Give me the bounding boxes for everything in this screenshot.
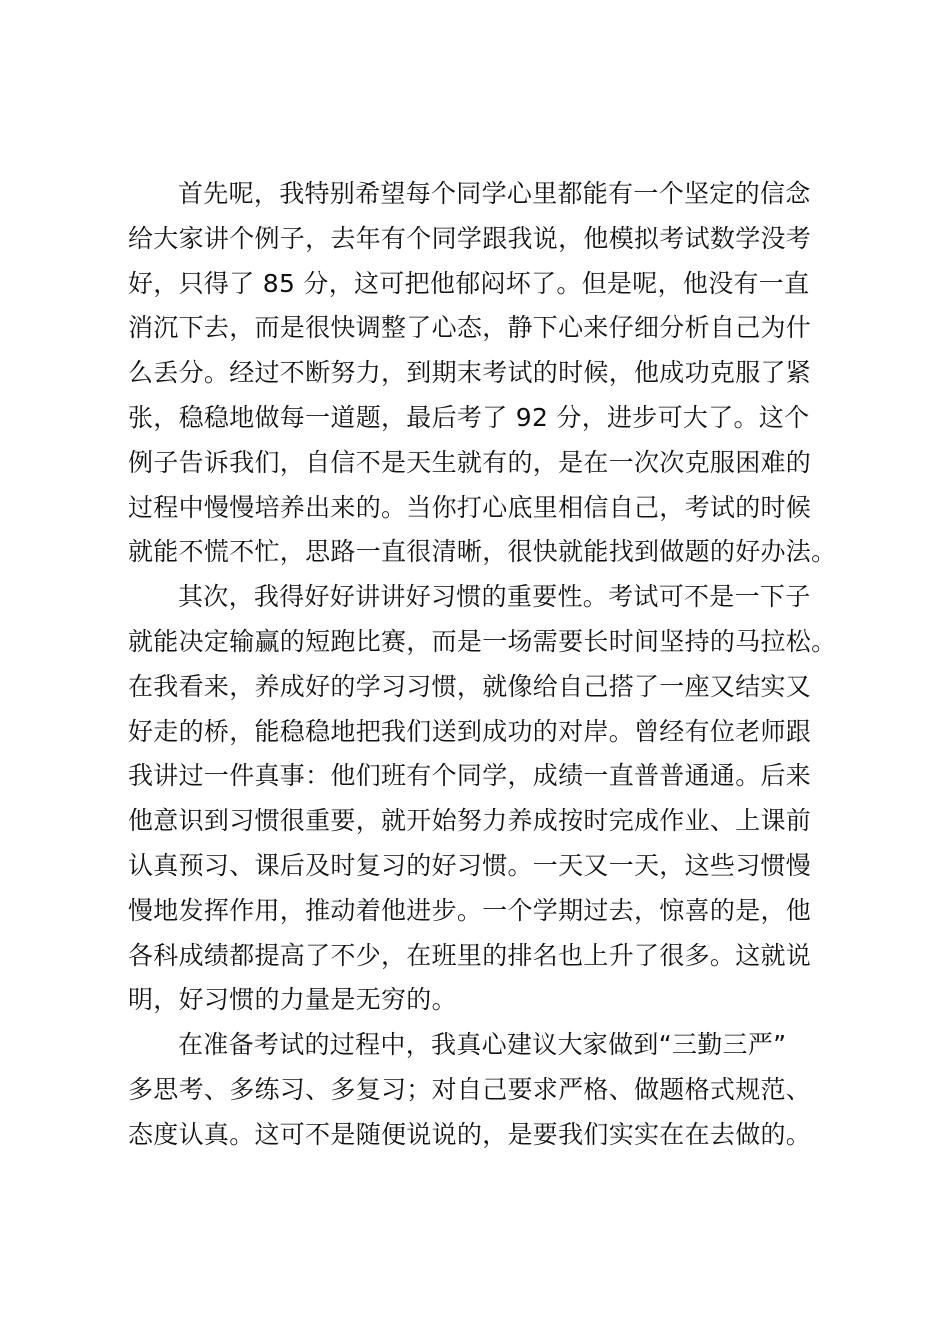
paragraph-line: 我讲过一件真事：他们班有个同学，成绩一直普普通通。后来 [128, 761, 812, 791]
paragraph-line: 就能决定输赢的短跑比赛，而是一场需要长时间坚持的马拉松。 [128, 626, 837, 656]
paragraph-line: 在我看来，养成好的学习习惯，就像给自己搭了一座又结实又 [128, 671, 812, 701]
paragraph-line: 例子告诉我们，自信不是天生就有的，是在一次次克服困难的 [128, 447, 812, 477]
body-text [128, 172, 848, 1158]
paragraph-line: 给大家讲个例子，去年有个同学跟我说，他模拟考试数学没考 [128, 223, 812, 253]
paragraph-line: 在准备考试的过程中，我真心建议大家做到“三勤三严” [178, 1030, 787, 1060]
paragraph-line: 张，稳稳地做每一道题，最后考了 92 分，进步可大了。这个 [128, 402, 810, 432]
paragraph-line: 多思考、多练习、多复习；对自己要求严格、做题格式规范、 [128, 1074, 812, 1104]
paragraph-line: 认真预习、课后及时复习的好习惯。一天又一天，这些习惯慢 [128, 850, 812, 880]
paragraph-line: 明，好习惯的力量是无穷的。 [128, 985, 457, 1015]
paragraph-line: 过程中慢慢培养出来的。当你打心底里相信自己，考试的时候 [128, 492, 812, 522]
paragraph-line: 慢地发挥作用，推动着他进步。一个学期过去，惊喜的是，他 [128, 895, 812, 925]
paragraph-line: 各科成绩都提高了不少，在班里的排名也上升了很多。这就说 [128, 940, 812, 970]
paragraph-line: 好，只得了 85 分，这可把他郁闷坏了。但是呢，他没有一直 [128, 268, 810, 298]
paragraph-line: 首先呢，我特别希望每个同学心里都能有一个坚定的信念 [178, 179, 811, 208]
paragraph-line: 好走的桥，能稳稳地把我们送到成功的对岸。曾经有位老师跟 [128, 716, 812, 746]
paragraph-line: 其次，我得好好讲讲好习惯的重要性。考试可不是一下子 [178, 582, 811, 612]
paragraph-line: 他意识到习惯很重要，就开始努力养成按时完成作业、上课前 [128, 806, 812, 836]
paragraph-line: 态度认真。这可不是随便说说的，是要我们实实在在去做的。 [128, 1119, 812, 1149]
paragraph-line: 就能不慌不忙，思路一直很清晰，很快就能找到做题的好办法。 [128, 537, 837, 567]
paragraph-line: 消沉下去，而是很快调整了心态，静下心来仔细分析自己为什 [128, 313, 812, 343]
paragraph-line: 么丢分。经过不断努力，到期末考试的时候，他成功克服了紧 [128, 358, 812, 388]
